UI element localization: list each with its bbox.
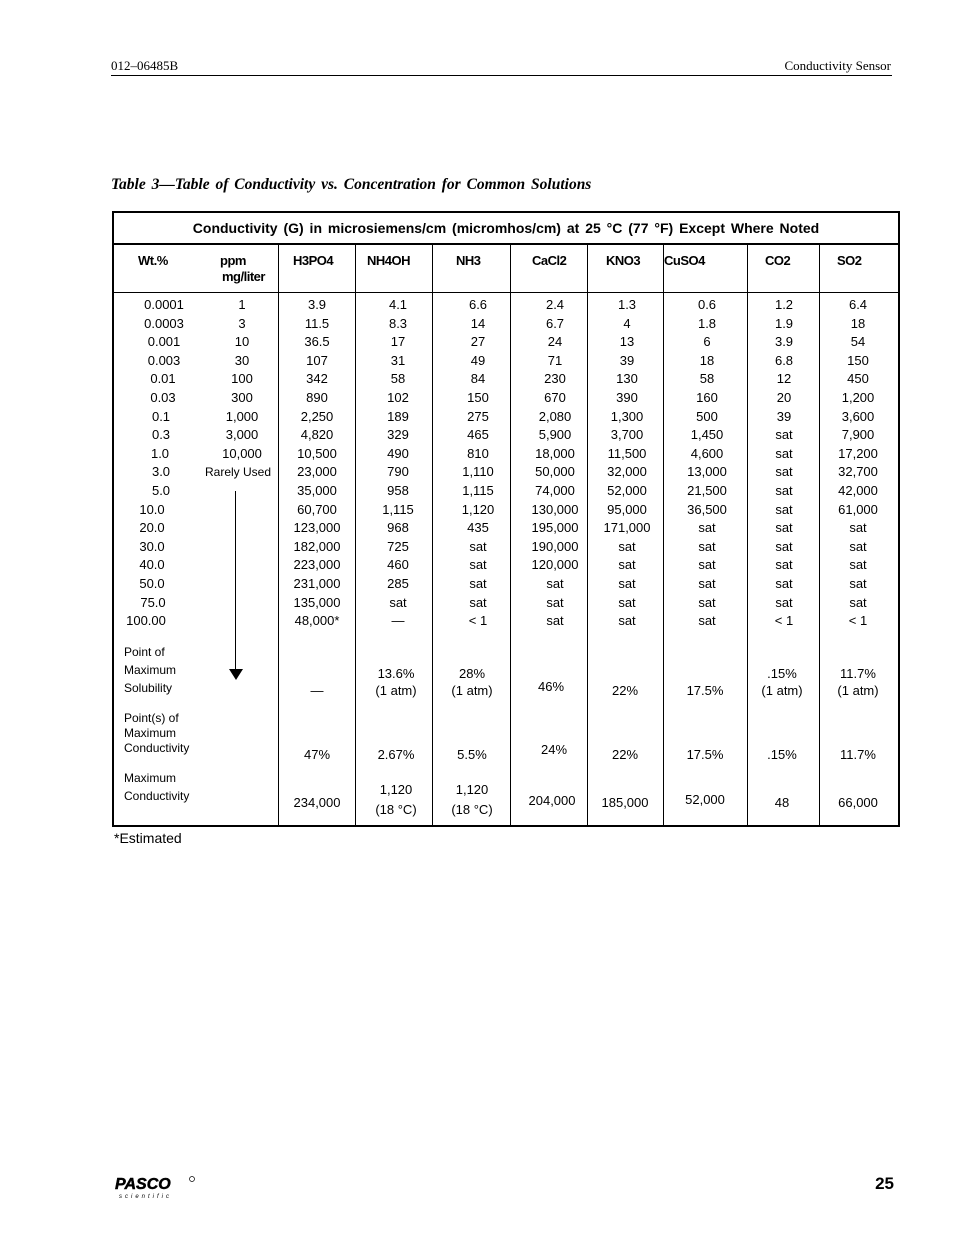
cell-wt: 5.0 bbox=[151, 483, 171, 498]
cell-wt: 50.0 bbox=[139, 576, 165, 591]
cell-wt: 75.0 bbox=[140, 594, 166, 610]
max-cond-nh3: 1,120 bbox=[455, 782, 489, 797]
label-maximum-conductivity: Maximum Conductivity bbox=[124, 771, 190, 803]
cell-wt: 0.0003 bbox=[144, 315, 184, 331]
cell-co2: sat bbox=[775, 594, 793, 610]
points-max-cond-cuso4: 17.5% bbox=[686, 747, 724, 762]
cell-kno3: 13 bbox=[619, 334, 635, 350]
cell-ppm: 10 bbox=[234, 334, 250, 350]
cell-nh4oh: sat bbox=[389, 594, 407, 610]
cell-h3po4: 2,250 bbox=[300, 408, 334, 424]
max-solubility-nh4oh-note: (1 atm) bbox=[375, 683, 417, 698]
max-solubility-h3po4: — bbox=[310, 683, 324, 698]
max-solubility-nh3-note: (1 atm) bbox=[451, 683, 493, 698]
cell-cacl2: 5,900 bbox=[538, 427, 572, 443]
cell-co2: sat bbox=[775, 464, 793, 480]
column-divider bbox=[819, 245, 820, 825]
col-header-kno3: KNO3 bbox=[606, 253, 641, 268]
cell-nh4oh: 490 bbox=[387, 445, 409, 461]
cell-nh3: 1,110 bbox=[462, 464, 494, 480]
cell-wt: 20.0 bbox=[139, 520, 165, 536]
cell-nh3: 49 bbox=[470, 352, 486, 368]
label-point-of-maximum-solubility: Point of Maximum Solubility bbox=[124, 645, 177, 695]
cell-nh4oh: 1,115 bbox=[382, 501, 414, 517]
cell-cacl2: 195,000 bbox=[531, 520, 579, 536]
cell-wt: 0.0001 bbox=[144, 297, 184, 312]
svg-text:PASCO: PASCO bbox=[115, 1176, 171, 1193]
cell-nh4oh: 31 bbox=[390, 352, 406, 368]
cell-h3po4: 342 bbox=[306, 371, 328, 387]
cell-so2: sat bbox=[849, 538, 867, 554]
col-header-wt: Wt.% bbox=[138, 253, 168, 268]
cell-nh3: 1,115 bbox=[462, 483, 494, 498]
cell-so2: 61,000 bbox=[838, 501, 878, 517]
cell-kno3: 171,000 bbox=[603, 520, 651, 536]
cell-kno3: 52,000 bbox=[607, 483, 647, 498]
cell-cuso4: 1,450 bbox=[690, 427, 724, 443]
max-solubility-cuso4: 17.5% bbox=[686, 683, 724, 698]
cell-nh4oh: 968 bbox=[387, 520, 409, 536]
cell-cuso4: sat bbox=[698, 576, 716, 591]
cell-cacl2: 230 bbox=[544, 371, 566, 387]
cell-nh3: 275 bbox=[467, 408, 489, 424]
cell-ppm: 10,000 bbox=[222, 445, 262, 461]
cell-kno3: 390 bbox=[616, 390, 638, 405]
cell-cuso4: sat bbox=[698, 557, 716, 573]
cell-wt: 10.0 bbox=[139, 501, 165, 517]
cell-nh4oh: 329 bbox=[387, 427, 409, 443]
cell-h3po4: 135,000 bbox=[293, 594, 341, 610]
cell-co2: sat bbox=[775, 427, 793, 443]
cell-wt: 0.3 bbox=[151, 427, 171, 443]
cell-wt: 0.001 bbox=[147, 334, 181, 350]
cell-nh3: 150 bbox=[467, 390, 489, 405]
cell-cacl2: 130,000 bbox=[531, 501, 579, 517]
cell-co2: 1.2 bbox=[774, 297, 794, 312]
pasco-logo bbox=[115, 1175, 205, 1206]
max-cond-cacl2: 204,000 bbox=[528, 793, 576, 808]
cell-cuso4: sat bbox=[698, 613, 716, 629]
col-header-nh3: NH3 bbox=[456, 253, 481, 268]
header-rule bbox=[111, 75, 892, 76]
cell-cacl2: 120,000 bbox=[531, 557, 579, 573]
max-cond-cuso4: 52,000 bbox=[685, 792, 725, 807]
max-solubility-cacl2: 46% bbox=[537, 679, 565, 694]
conductivity-table bbox=[112, 211, 900, 827]
cell-nh4oh: 8.3 bbox=[388, 315, 408, 331]
cell-nh4oh: — bbox=[391, 613, 405, 629]
cell-cacl2: sat bbox=[546, 576, 564, 591]
cell-nh3: sat bbox=[469, 576, 487, 591]
cell-cuso4: 36,500 bbox=[687, 501, 727, 517]
max-solubility-so2-note: (1 atm) bbox=[837, 683, 879, 698]
points-max-cond-co2: .15% bbox=[767, 747, 797, 762]
cell-nh4oh: 17 bbox=[390, 334, 406, 350]
column-divider bbox=[278, 245, 279, 825]
cell-so2: 6.4 bbox=[848, 297, 868, 312]
cell-nh3: 6.6 bbox=[468, 297, 488, 312]
cell-cacl2: 24 bbox=[547, 334, 563, 350]
cell-co2: 3.9 bbox=[774, 334, 794, 350]
max-cond-kno3: 185,000 bbox=[601, 795, 649, 810]
points-max-cond-nh4oh: 2.67% bbox=[377, 747, 415, 762]
max-solubility-co2-note: (1 atm) bbox=[761, 683, 803, 698]
col-header-co2: CO2 bbox=[765, 253, 791, 268]
cell-nh4oh: 460 bbox=[387, 557, 409, 573]
cell-co2: 6.8 bbox=[774, 352, 794, 368]
max-solubility-nh3: 28% bbox=[458, 666, 486, 681]
cell-co2: sat bbox=[775, 557, 793, 573]
cell-wt: 40.0 bbox=[139, 557, 165, 573]
down-arrow-icon bbox=[229, 669, 243, 680]
cell-so2: 54 bbox=[850, 334, 866, 350]
table-caption: Table 3—Table of Conductivity vs. Concentration for Common Solutions bbox=[111, 176, 592, 193]
cell-nh4oh: 285 bbox=[387, 576, 409, 591]
cell-wt: 1.0 bbox=[150, 445, 170, 461]
column-divider bbox=[747, 245, 748, 825]
col-header-ppm: ppm bbox=[220, 253, 246, 268]
cell-kno3: sat bbox=[618, 576, 636, 591]
column-divider bbox=[510, 245, 511, 825]
points-max-cond-nh3: 5.5% bbox=[457, 747, 487, 762]
cell-wt: 0.01 bbox=[150, 371, 176, 387]
cell-wt: 3.0 bbox=[151, 464, 171, 480]
cell-ppm: 100 bbox=[231, 371, 253, 387]
cell-so2: sat bbox=[849, 594, 867, 610]
col-header-cuso4: CuSO4 bbox=[664, 253, 705, 268]
cell-co2: sat bbox=[775, 520, 793, 536]
cell-cacl2: 18,000 bbox=[535, 445, 575, 461]
cell-ppm: 3 bbox=[238, 315, 246, 331]
cell-nh4oh: 4.1 bbox=[388, 297, 408, 312]
cell-ppm: 300 bbox=[231, 390, 253, 405]
cell-co2: sat bbox=[775, 445, 793, 461]
cell-co2: sat bbox=[775, 538, 793, 554]
cell-cacl2: 190,000 bbox=[531, 538, 579, 554]
cell-nh3: < 1 bbox=[468, 613, 488, 629]
cell-h3po4: 4,820 bbox=[300, 427, 334, 443]
cell-so2: 17,200 bbox=[838, 445, 878, 461]
cell-h3po4: 11.5 bbox=[304, 315, 330, 331]
cell-so2: sat bbox=[849, 520, 867, 536]
cell-h3po4: 23,000 bbox=[297, 464, 337, 480]
cell-h3po4: 3.9 bbox=[307, 297, 327, 312]
cell-co2: 1.9 bbox=[774, 315, 794, 331]
max-solubility-so2: 11.7% bbox=[840, 666, 876, 681]
cell-nh4oh: 790 bbox=[387, 464, 409, 480]
cell-h3po4: 223,000 bbox=[293, 557, 341, 573]
cell-ppm: 3,000 bbox=[225, 427, 259, 443]
cell-so2: 7,900 bbox=[841, 427, 875, 443]
max-cond-nh3-note: (18 °C) bbox=[451, 802, 493, 817]
cell-cacl2: 71 bbox=[547, 352, 563, 368]
cell-cuso4: 1.8 bbox=[697, 315, 717, 331]
column-divider bbox=[587, 245, 588, 825]
cell-nh3: 14 bbox=[470, 315, 486, 331]
cell-co2: sat bbox=[775, 483, 793, 498]
cell-co2: sat bbox=[775, 501, 793, 517]
cell-nh3: 435 bbox=[467, 520, 489, 536]
cell-co2: sat bbox=[775, 576, 793, 591]
cell-cacl2: 74,000 bbox=[535, 483, 575, 498]
cell-nh3: sat bbox=[469, 557, 487, 573]
header-doc-number: 012–06485B bbox=[111, 58, 179, 73]
cell-wt: 100.00 bbox=[126, 613, 166, 629]
cell-h3po4: 890 bbox=[306, 390, 328, 405]
cell-nh4oh: 958 bbox=[387, 483, 409, 498]
col-header-ppm-unit: mg/liter bbox=[222, 269, 265, 284]
cell-h3po4: 107 bbox=[306, 352, 328, 368]
column-divider bbox=[355, 245, 356, 825]
cell-cuso4: 160 bbox=[696, 390, 718, 405]
cell-cuso4: 6 bbox=[703, 334, 711, 350]
cell-so2: sat bbox=[849, 576, 867, 591]
cell-co2: 12 bbox=[776, 371, 792, 387]
cell-h3po4: 10,500 bbox=[297, 445, 337, 461]
cell-kno3: 130 bbox=[616, 371, 638, 387]
cell-cuso4: 500 bbox=[696, 408, 718, 424]
cell-nh4oh: 189 bbox=[387, 408, 409, 424]
column-divider bbox=[663, 245, 664, 825]
cell-cacl2: 6.7 bbox=[545, 315, 565, 331]
column-divider bbox=[432, 245, 433, 825]
max-solubility-nh4oh: 13.6% bbox=[377, 666, 415, 681]
cell-kno3: 1.3 bbox=[617, 297, 637, 312]
cell-h3po4: 36.5 bbox=[304, 334, 330, 350]
col-header-so2: SO2 bbox=[837, 253, 862, 268]
cell-cacl2: 2.4 bbox=[545, 297, 565, 312]
cell-cuso4: 21,500 bbox=[687, 483, 727, 498]
cell-h3po4: 35,000 bbox=[297, 483, 337, 498]
cell-cacl2: sat bbox=[546, 613, 564, 629]
cell-cuso4: 4,600 bbox=[690, 445, 724, 461]
cell-nh3: 810 bbox=[467, 445, 489, 461]
cell-ppm: 1 bbox=[238, 297, 246, 312]
col-header-nh4oh: NH4OH bbox=[367, 253, 411, 268]
cell-h3po4: 60,700 bbox=[297, 501, 337, 517]
cell-wt: 0.1 bbox=[151, 408, 171, 424]
cell-h3po4: 231,000 bbox=[293, 576, 341, 591]
cell-cuso4: 18 bbox=[699, 352, 715, 368]
cell-wt: 30.0 bbox=[139, 538, 165, 554]
cell-nh3: 1,120 bbox=[461, 501, 495, 517]
cell-so2: 150 bbox=[847, 352, 869, 368]
cell-nh3: 84 bbox=[470, 371, 486, 387]
label-points-of-maximum-conductivity: Point(s) of Maximum Conductivity bbox=[124, 711, 190, 755]
cell-nh3: sat bbox=[469, 594, 487, 610]
points-max-cond-so2: 11.7% bbox=[840, 747, 876, 762]
cell-cacl2: 50,000 bbox=[535, 464, 575, 480]
cell-kno3: 3,700 bbox=[610, 427, 644, 443]
cell-so2: 1,200 bbox=[841, 390, 875, 405]
page-number: 25 bbox=[875, 1174, 894, 1193]
max-cond-nh4oh-note: (18 °C) bbox=[375, 802, 417, 817]
cell-kno3: 4 bbox=[623, 315, 631, 331]
cell-cuso4: sat bbox=[698, 538, 716, 554]
cell-nh3: 27 bbox=[470, 334, 486, 350]
cell-h3po4: 182,000 bbox=[293, 538, 341, 554]
cell-cacl2: sat bbox=[546, 594, 564, 610]
cell-nh4oh: 58 bbox=[390, 371, 406, 387]
cell-so2: 42,000 bbox=[838, 483, 878, 498]
cell-cacl2: 2,080 bbox=[538, 408, 572, 424]
max-cond-co2: 48 bbox=[774, 795, 790, 810]
cell-so2: sat bbox=[849, 557, 867, 573]
col-header-h3po4: H3PO4 bbox=[293, 253, 334, 268]
cell-so2: 18 bbox=[850, 315, 866, 331]
cell-nh3: 465 bbox=[467, 427, 489, 443]
cell-so2: < 1 bbox=[848, 613, 868, 629]
points-max-cond-kno3: 22% bbox=[611, 747, 639, 762]
cell-nh4oh: 102 bbox=[387, 390, 409, 405]
table-title: Conductivity (G) in microsiemens/cm (micromhos/cm) at 25 °C (77 °F) Except Where Noted bbox=[114, 213, 898, 245]
cell-kno3: 39 bbox=[619, 352, 635, 368]
cell-kno3: 32,000 bbox=[607, 464, 647, 480]
max-cond-so2: 66,000 bbox=[838, 795, 878, 810]
cell-cuso4: 0.6 bbox=[697, 297, 717, 312]
cell-kno3: sat bbox=[618, 538, 636, 554]
max-cond-h3po4: 234,000 bbox=[293, 795, 341, 810]
max-solubility-co2: .15% bbox=[767, 666, 797, 681]
cell-ppm: 1,000 bbox=[225, 408, 259, 424]
cell-kno3: 1,300 bbox=[610, 408, 644, 424]
cell-co2: 39 bbox=[776, 408, 792, 424]
cell-kno3: 95,000 bbox=[607, 501, 647, 517]
cell-nh4oh: 725 bbox=[387, 538, 409, 554]
cell-so2: 32,700 bbox=[838, 464, 878, 480]
svg-text:scientific: scientific bbox=[119, 1194, 173, 1200]
max-cond-nh4oh: 1,120 bbox=[379, 782, 413, 797]
cell-kno3: sat bbox=[618, 594, 636, 610]
cell-so2: 3,600 bbox=[841, 408, 875, 424]
cell-cuso4: sat bbox=[698, 594, 716, 610]
cell-kno3: sat bbox=[618, 557, 636, 573]
cell-wt: 0.03 bbox=[150, 390, 176, 405]
cell-co2: < 1 bbox=[774, 613, 794, 629]
cell-co2: 20 bbox=[776, 390, 792, 405]
col-header-cacl2: CaCl2 bbox=[532, 253, 567, 268]
cell-wt: 0.003 bbox=[147, 352, 181, 368]
cell-cuso4: 58 bbox=[699, 371, 715, 387]
cell-kno3: sat bbox=[618, 613, 636, 629]
max-solubility-kno3: 22% bbox=[611, 683, 639, 698]
footnote-estimated: *Estimated bbox=[114, 830, 182, 846]
cell-ppm: 30 bbox=[234, 352, 250, 368]
cell-ppm-rarely-used: Rarely Used bbox=[204, 465, 272, 480]
rarely-used-arrow-line bbox=[235, 491, 236, 671]
pasco-logo-icon bbox=[115, 1175, 205, 1201]
cell-cacl2: 670 bbox=[544, 390, 566, 405]
header-product-name: Conductivity Sensor bbox=[784, 58, 891, 73]
points-max-cond-h3po4: 47% bbox=[303, 747, 331, 762]
cell-kno3: 11,500 bbox=[607, 445, 647, 461]
cell-cuso4: 13,000 bbox=[687, 464, 727, 480]
cell-cuso4: sat bbox=[698, 520, 716, 536]
cell-nh3: sat bbox=[469, 538, 487, 554]
points-max-cond-cacl2: 24% bbox=[540, 742, 568, 757]
cell-h3po4: 48,000* bbox=[294, 613, 340, 629]
cell-h3po4: 123,000 bbox=[293, 520, 341, 536]
cell-so2: 450 bbox=[847, 371, 869, 387]
